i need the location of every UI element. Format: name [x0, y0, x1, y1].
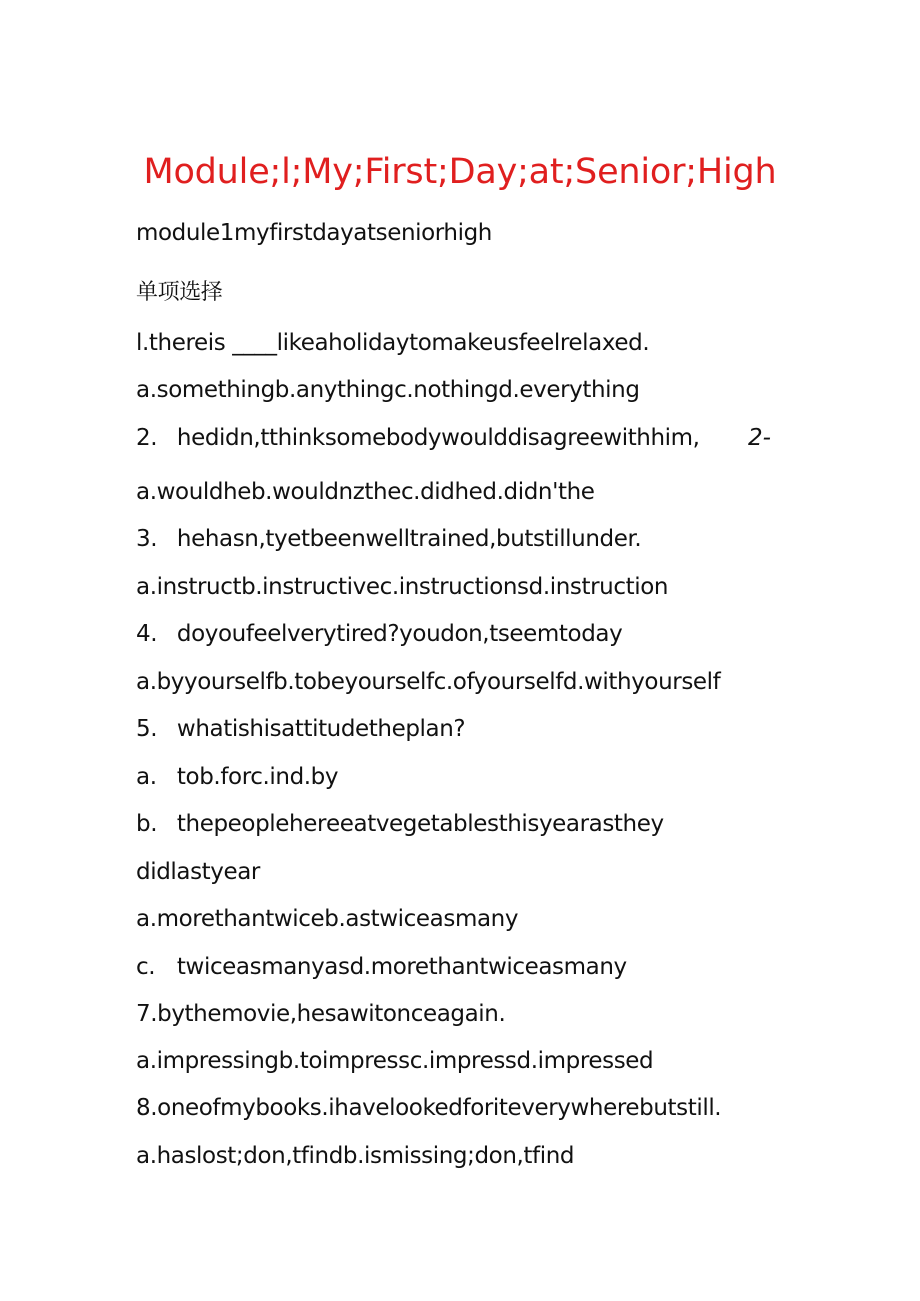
question-1-options	[136, 375, 640, 405]
question-7	[136, 999, 505, 1029]
question-number: b.	[136, 811, 158, 837]
question-text: l.thereis ____likeaholidaytomakeusfeelrelaxed.	[136, 330, 650, 356]
question-text: thepeopleherееatvegetablesthisyearasthey	[176, 811, 664, 837]
side-mark: 2-	[748, 425, 771, 451]
question-text: doyoufeelverytired?youdon,tseemtoday	[176, 621, 623, 647]
question-3-options	[136, 572, 668, 602]
document-title: Module;l;My;First;Day;at;Senior;High	[143, 152, 777, 192]
question-6-options-1	[136, 904, 518, 934]
question-text: whatishisattitudetheplan?	[176, 716, 466, 742]
options-text: a.byyourselfb.tobeyourselfc.ofyourselfd.withyourself	[136, 669, 721, 695]
question-text: 8.oneofmybooks.ihavelookedforiteverywherebutstill.	[136, 1095, 722, 1121]
question-4-options	[136, 667, 720, 697]
options-text: a.wouldheb.wouldnzthec.didhed.didn'the	[136, 479, 595, 505]
option-label: a.	[136, 764, 157, 790]
question-number: 2.	[136, 425, 158, 451]
question-6-continuation	[136, 857, 260, 887]
options-text: twiceasmanyasd.morethantwiceasmany	[176, 954, 627, 980]
question-3	[136, 524, 641, 554]
question-text: didlastyear	[136, 859, 260, 885]
question-8-options	[136, 1141, 574, 1171]
question-1	[136, 328, 649, 358]
options-text: a.impressingb.toimpressc.impressd.impressed	[136, 1048, 654, 1074]
section-heading: 单项选择	[136, 280, 223, 305]
question-number: 5.	[136, 716, 158, 742]
question-6	[136, 809, 664, 839]
question-7-options	[136, 1046, 653, 1076]
question-6-options-2	[136, 952, 627, 982]
options-text: a.somethingb.anythingc.nothingd.everything	[136, 377, 640, 403]
question-text: hehasn,tyetbeenwelltrained,butstillunder.	[176, 526, 642, 552]
options-text: a.morethantwiceb.astwiceasmany	[136, 906, 519, 932]
options-text: tob.forc.ind.by	[176, 764, 339, 790]
question-number: 3.	[136, 526, 158, 552]
option-label: c.	[136, 954, 156, 980]
question-number: 4.	[136, 621, 158, 647]
question-2	[136, 423, 700, 453]
options-text: a.instructb.instructivec.instructionsd.instruction	[136, 574, 669, 600]
question-text: hedidn,tthinksomebodywoulddisagreewithhim,	[176, 425, 700, 451]
question-4	[136, 619, 622, 649]
question-8	[136, 1093, 721, 1123]
options-text: a.haslost;don,tfindb.ismissing;don,tfind	[136, 1143, 575, 1169]
document-subtitle: module1myfirstdayatseniorhigh	[136, 220, 492, 246]
question-text: 7.bythemovie,hesawitonceagain.	[136, 1001, 506, 1027]
question-2-options	[136, 477, 595, 507]
question-5	[136, 714, 465, 744]
question-5-options	[136, 762, 338, 792]
